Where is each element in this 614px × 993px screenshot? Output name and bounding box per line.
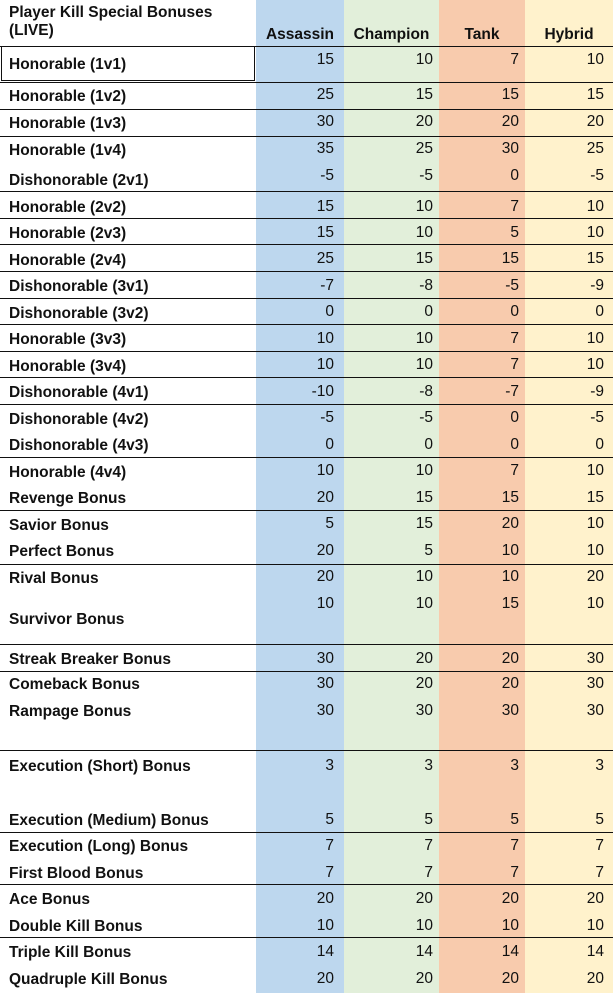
value-cell-hybrid: 20 bbox=[586, 568, 604, 585]
row-label: Execution (Short) Bonus bbox=[9, 758, 191, 775]
value-cell-assassin: 30 bbox=[316, 675, 334, 692]
row-label: Honorable (2v2) bbox=[9, 199, 127, 216]
row-label: Triple Kill Bonus bbox=[9, 944, 132, 961]
row-divider bbox=[0, 884, 613, 885]
value-cell-assassin: 30 bbox=[316, 113, 334, 130]
value-cell-tank: 20 bbox=[501, 890, 519, 907]
value-cell-champion: 15 bbox=[415, 489, 433, 506]
row-label: Honorable (1v1) bbox=[9, 56, 127, 73]
row-label: Honorable (4v4) bbox=[9, 464, 127, 481]
row-divider bbox=[0, 271, 613, 272]
row-label: Dishonorable (4v1) bbox=[9, 384, 149, 401]
value-cell-tank: 0 bbox=[510, 436, 519, 453]
value-cell-tank: 10 bbox=[501, 542, 519, 559]
row-label: Revenge Bonus bbox=[9, 490, 127, 507]
value-cell-assassin: 25 bbox=[316, 86, 334, 103]
value-cell-assassin: 5 bbox=[325, 515, 334, 532]
value-cell-tank: 15 bbox=[501, 595, 519, 612]
value-cell-hybrid: 10 bbox=[586, 917, 604, 934]
value-cell-assassin: 10 bbox=[316, 462, 334, 479]
row-divider bbox=[0, 832, 613, 833]
value-cell-tank: 30 bbox=[501, 702, 519, 719]
value-cell-tank: -5 bbox=[505, 277, 519, 294]
value-cell-assassin: 15 bbox=[316, 224, 334, 241]
row-divider bbox=[0, 136, 613, 137]
value-cell-tank: 10 bbox=[501, 568, 519, 585]
value-cell-tank: 15 bbox=[501, 250, 519, 267]
value-cell-tank: 20 bbox=[501, 515, 519, 532]
value-cell-hybrid: 20 bbox=[586, 113, 604, 130]
value-cell-champion: 15 bbox=[415, 250, 433, 267]
value-cell-tank: 5 bbox=[510, 224, 519, 241]
row-label: Quadruple Kill Bonus bbox=[9, 971, 168, 988]
row-divider bbox=[0, 937, 613, 938]
value-cell-tank: 10 bbox=[501, 917, 519, 934]
row-label: Rival Bonus bbox=[9, 570, 99, 587]
value-cell-tank: 5 bbox=[510, 811, 519, 828]
row-divider bbox=[0, 644, 613, 645]
value-cell-champion: 10 bbox=[415, 224, 433, 241]
value-cell-tank: 7 bbox=[510, 462, 519, 479]
value-cell-assassin: 30 bbox=[316, 702, 334, 719]
row-label: Honorable (2v4) bbox=[9, 252, 127, 269]
value-cell-hybrid: 20 bbox=[586, 970, 604, 987]
value-cell-champion: 14 bbox=[415, 943, 433, 960]
column-header-assassin: Assassin bbox=[265, 26, 335, 43]
row-label: Dishonorable (3v1) bbox=[9, 278, 149, 295]
value-cell-tank: 20 bbox=[501, 113, 519, 130]
row-divider bbox=[0, 244, 613, 245]
table-title: Player Kill Special Bonuses (LIVE) bbox=[9, 4, 213, 39]
value-cell-assassin: 20 bbox=[316, 489, 334, 506]
value-cell-champion: -5 bbox=[419, 409, 433, 426]
value-cell-assassin: 35 bbox=[316, 140, 334, 157]
value-cell-champion: 20 bbox=[415, 970, 433, 987]
column-header-hybrid: Hybrid bbox=[544, 26, 594, 43]
value-cell-hybrid: 10 bbox=[586, 462, 604, 479]
row-divider bbox=[0, 750, 613, 751]
row-divider bbox=[0, 298, 613, 299]
row-label: Dishonorable (4v2) bbox=[9, 411, 149, 428]
row-divider bbox=[0, 404, 613, 405]
value-cell-champion: 10 bbox=[415, 917, 433, 934]
row-divider bbox=[0, 457, 613, 458]
value-cell-tank: 15 bbox=[501, 86, 519, 103]
row-label: Streak Breaker Bonus bbox=[9, 651, 171, 668]
value-cell-assassin: 10 bbox=[316, 356, 334, 373]
value-cell-assassin: -10 bbox=[311, 383, 334, 400]
value-cell-assassin: 15 bbox=[316, 198, 334, 215]
row-label: Honorable (3v4) bbox=[9, 358, 127, 375]
value-cell-champion: 5 bbox=[424, 542, 433, 559]
value-cell-hybrid: -5 bbox=[590, 409, 604, 426]
row-divider bbox=[0, 671, 613, 672]
value-cell-hybrid: 10 bbox=[586, 198, 604, 215]
row-label: Savior Bonus bbox=[9, 517, 109, 534]
value-cell-hybrid: 30 bbox=[586, 702, 604, 719]
value-cell-assassin: 30 bbox=[316, 650, 334, 667]
value-cell-hybrid: 10 bbox=[586, 224, 604, 241]
value-cell-assassin: -5 bbox=[320, 167, 334, 184]
value-cell-champion: 10 bbox=[415, 356, 433, 373]
value-cell-hybrid: 30 bbox=[586, 650, 604, 667]
value-cell-assassin: 15 bbox=[316, 51, 334, 68]
value-cell-hybrid: 10 bbox=[586, 542, 604, 559]
value-cell-tank: 7 bbox=[510, 330, 519, 347]
value-cell-hybrid: -5 bbox=[590, 167, 604, 184]
value-cell-tank: -7 bbox=[505, 383, 519, 400]
value-cell-champion: 7 bbox=[424, 837, 433, 854]
value-cell-assassin: 10 bbox=[316, 917, 334, 934]
row-label: Execution (Long) Bonus bbox=[9, 838, 189, 855]
value-cell-tank: 15 bbox=[501, 489, 519, 506]
value-cell-tank: 3 bbox=[510, 757, 519, 774]
value-cell-champion: 15 bbox=[415, 515, 433, 532]
value-cell-assassin: 5 bbox=[325, 811, 334, 828]
value-cell-tank: 14 bbox=[501, 943, 519, 960]
column-header-tank: Tank bbox=[464, 26, 500, 43]
value-cell-tank: 0 bbox=[510, 303, 519, 320]
value-cell-champion: 5 bbox=[424, 811, 433, 828]
value-cell-assassin: 10 bbox=[316, 595, 334, 612]
value-cell-champion: 30 bbox=[415, 702, 433, 719]
value-cell-hybrid: -9 bbox=[590, 277, 604, 294]
row-label: Dishonorable (3v2) bbox=[9, 305, 149, 322]
value-cell-champion: 25 bbox=[415, 140, 433, 157]
row-label: Honorable (3v3) bbox=[9, 331, 127, 348]
value-cell-assassin: 20 bbox=[316, 890, 334, 907]
value-cell-champion: 10 bbox=[415, 51, 433, 68]
value-cell-tank: 7 bbox=[510, 51, 519, 68]
value-cell-assassin: 25 bbox=[316, 250, 334, 267]
value-cell-tank: 20 bbox=[501, 970, 519, 987]
value-cell-champion: 3 bbox=[424, 757, 433, 774]
value-cell-tank: 30 bbox=[501, 140, 519, 157]
row-label: Survivor Bonus bbox=[9, 611, 125, 628]
value-cell-hybrid: 10 bbox=[586, 51, 604, 68]
value-cell-champion: 10 bbox=[415, 330, 433, 347]
row-divider bbox=[0, 510, 613, 511]
row-divider bbox=[0, 46, 613, 47]
value-cell-hybrid: 20 bbox=[586, 890, 604, 907]
value-cell-tank: 20 bbox=[501, 650, 519, 667]
value-cell-champion: -8 bbox=[419, 277, 433, 294]
row-label: Dishonorable (2v1) bbox=[9, 172, 149, 189]
value-cell-champion: 15 bbox=[415, 86, 433, 103]
value-cell-hybrid: 7 bbox=[595, 864, 604, 881]
row-divider bbox=[0, 109, 613, 110]
value-cell-hybrid: 15 bbox=[586, 250, 604, 267]
value-cell-assassin: 20 bbox=[316, 568, 334, 585]
value-cell-hybrid: 30 bbox=[586, 675, 604, 692]
row-label: Perfect Bonus bbox=[9, 543, 115, 560]
row-divider bbox=[0, 377, 613, 378]
value-cell-champion: 0 bbox=[424, 303, 433, 320]
value-cell-champion: 20 bbox=[415, 113, 433, 130]
value-cell-hybrid: 15 bbox=[586, 489, 604, 506]
value-cell-hybrid: 15 bbox=[586, 86, 604, 103]
column-header-champion: Champion bbox=[353, 26, 430, 43]
value-cell-champion: 20 bbox=[415, 675, 433, 692]
row-label: Execution (Medium) Bonus bbox=[9, 812, 209, 829]
row-divider bbox=[0, 324, 613, 325]
value-cell-assassin: 7 bbox=[325, 837, 334, 854]
value-cell-assassin: 0 bbox=[325, 436, 334, 453]
row-label: Honorable (1v3) bbox=[9, 115, 127, 132]
row-label: First Blood Bonus bbox=[9, 865, 144, 882]
row-label: Comeback Bonus bbox=[9, 676, 140, 693]
row-label: Honorable (1v4) bbox=[9, 142, 127, 159]
value-cell-assassin: 7 bbox=[325, 864, 334, 881]
value-cell-hybrid: 10 bbox=[586, 356, 604, 373]
row-label: Honorable (1v2) bbox=[9, 88, 127, 105]
value-cell-tank: 7 bbox=[510, 198, 519, 215]
value-cell-tank: 0 bbox=[510, 409, 519, 426]
row-divider bbox=[0, 191, 613, 192]
value-cell-hybrid: 14 bbox=[586, 943, 604, 960]
value-cell-tank: 7 bbox=[510, 864, 519, 881]
value-cell-champion: 10 bbox=[415, 198, 433, 215]
row-label: Dishonorable (4v3) bbox=[9, 437, 149, 454]
row-divider bbox=[0, 218, 613, 219]
value-cell-champion: 7 bbox=[424, 864, 433, 881]
value-cell-hybrid: 7 bbox=[595, 837, 604, 854]
value-cell-hybrid: 0 bbox=[595, 303, 604, 320]
row-divider bbox=[0, 351, 613, 352]
value-cell-hybrid: -9 bbox=[590, 383, 604, 400]
value-cell-champion: 20 bbox=[415, 650, 433, 667]
value-cell-hybrid: 0 bbox=[595, 436, 604, 453]
row-label: Ace Bonus bbox=[9, 891, 90, 908]
value-cell-assassin: -5 bbox=[320, 409, 334, 426]
value-cell-assassin: 3 bbox=[325, 757, 334, 774]
row-label: Double Kill Bonus bbox=[9, 918, 143, 935]
value-cell-assassin: 20 bbox=[316, 970, 334, 987]
value-cell-assassin: -7 bbox=[320, 277, 334, 294]
row-divider bbox=[0, 564, 613, 565]
value-cell-tank: 20 bbox=[501, 675, 519, 692]
value-cell-assassin: 14 bbox=[316, 943, 334, 960]
value-cell-champion: -8 bbox=[419, 383, 433, 400]
value-cell-hybrid: 10 bbox=[586, 595, 604, 612]
value-cell-hybrid: 25 bbox=[586, 140, 604, 157]
value-cell-champion: 0 bbox=[424, 436, 433, 453]
value-cell-champion: 10 bbox=[415, 462, 433, 479]
value-cell-champion: -5 bbox=[419, 167, 433, 184]
row-label: Rampage Bonus bbox=[9, 703, 132, 720]
value-cell-champion: 10 bbox=[415, 568, 433, 585]
value-cell-hybrid: 10 bbox=[586, 515, 604, 532]
value-cell-hybrid: 3 bbox=[595, 757, 604, 774]
value-cell-tank: 7 bbox=[510, 837, 519, 854]
value-cell-hybrid: 5 bbox=[595, 811, 604, 828]
value-cell-tank: 7 bbox=[510, 356, 519, 373]
value-cell-tank: 0 bbox=[510, 167, 519, 184]
value-cell-assassin: 0 bbox=[325, 303, 334, 320]
row-label: Honorable (2v3) bbox=[9, 225, 127, 242]
value-cell-champion: 10 bbox=[415, 595, 433, 612]
value-cell-champion: 20 bbox=[415, 890, 433, 907]
value-cell-assassin: 10 bbox=[316, 330, 334, 347]
row-divider bbox=[0, 82, 613, 83]
value-cell-hybrid: 10 bbox=[586, 330, 604, 347]
value-cell-assassin: 20 bbox=[316, 542, 334, 559]
